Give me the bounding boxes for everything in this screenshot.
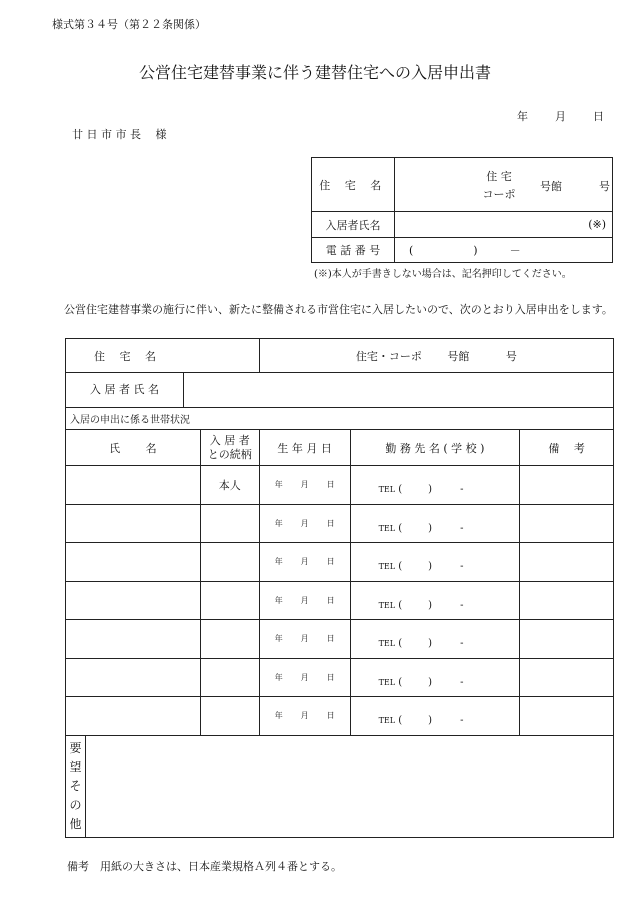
- main-housing-field[interactable]: [259, 339, 613, 373]
- member-row: [66, 620, 614, 659]
- birth-year: 年: [274, 518, 283, 528]
- phone-dash: －: [509, 244, 521, 257]
- member-work-cell[interactable]: [350, 543, 520, 582]
- housing-type-top: 住 宅: [486, 170, 512, 183]
- tel-dash: -: [460, 561, 464, 573]
- tel-dash: -: [460, 484, 464, 496]
- member-remarks-cell[interactable]: [520, 466, 614, 505]
- tel-close: ): [428, 638, 433, 650]
- applicant-name-field[interactable]: [395, 212, 613, 238]
- birth-month: 月: [300, 480, 309, 490]
- member-name-cell[interactable]: [66, 466, 201, 505]
- main-occupant-label: 入 居 者 氏 名: [66, 373, 184, 407]
- member-birth-cell[interactable]: [259, 697, 350, 736]
- tel-open: (: [398, 522, 403, 534]
- form-number: 様式第３４号（第２２条関係）: [52, 18, 206, 31]
- birth-month: 月: [300, 557, 309, 567]
- birth-month: 月: [300, 634, 309, 644]
- tel-label: TEL: [378, 639, 396, 649]
- member-relation-cell[interactable]: [200, 581, 259, 620]
- date-line: [517, 108, 617, 124]
- birth-day: 日: [326, 711, 335, 721]
- member-remarks-cell[interactable]: [520, 658, 614, 697]
- member-name-cell[interactable]: [66, 504, 201, 543]
- applicant-housing-field[interactable]: [395, 158, 613, 212]
- birth-year: 年: [274, 634, 283, 644]
- tel-dash: -: [460, 599, 464, 611]
- applicant-phone-field[interactable]: [395, 238, 613, 263]
- seal-mark: (※): [588, 218, 606, 231]
- applicant-name-label: 入居者氏名: [312, 212, 395, 238]
- birth-day: 日: [326, 672, 335, 682]
- applicant-box: [311, 157, 613, 263]
- member-row: [66, 658, 614, 697]
- member-name-cell[interactable]: [66, 581, 201, 620]
- birth-year: 年: [274, 672, 283, 682]
- applicant-phone-label: 電 話 番 号: [312, 238, 395, 263]
- tel-dash: -: [460, 676, 464, 688]
- tel-open: (: [398, 715, 403, 727]
- member-name-cell[interactable]: [66, 658, 201, 697]
- member-birth-cell[interactable]: [259, 620, 350, 659]
- member-remarks-cell[interactable]: [520, 697, 614, 736]
- tel-open: (: [398, 638, 403, 650]
- tel-open: (: [398, 599, 403, 611]
- birth-day: 日: [326, 518, 335, 528]
- main-table: [65, 338, 614, 838]
- header-name: 氏 名: [66, 430, 201, 466]
- tel-close: ): [428, 599, 433, 611]
- request-row[interactable]: [66, 735, 614, 837]
- birth-month: 月: [300, 518, 309, 528]
- date-month: 月: [555, 110, 566, 123]
- member-work-cell[interactable]: [350, 620, 520, 659]
- header-remarks: 備 考: [520, 430, 614, 466]
- footer-note: 備考 用紙の大きさは、日本産業規格Ａ列４番とする。: [67, 860, 342, 873]
- tel-dash: -: [460, 638, 464, 650]
- member-row: [66, 581, 614, 620]
- birth-day: 日: [326, 634, 335, 644]
- member-birth-cell[interactable]: [259, 581, 350, 620]
- member-relation-cell[interactable]: [200, 543, 259, 582]
- tel-label: TEL: [378, 562, 396, 572]
- seal-note: (※)本人が手書きしない場合は、記名押印してください。: [314, 269, 572, 280]
- birth-day: 日: [326, 595, 335, 605]
- tel-close: ): [428, 715, 433, 727]
- header-birth: 生 年 月 日: [259, 430, 350, 466]
- request-label: 要 望 そ の 他: [66, 736, 86, 837]
- tel-open: (: [398, 676, 403, 688]
- tel-open: (: [398, 484, 403, 496]
- birth-day: 日: [326, 480, 335, 490]
- birth-day: 日: [326, 557, 335, 567]
- birth-month: 月: [300, 595, 309, 605]
- member-work-cell[interactable]: [350, 581, 520, 620]
- member-work-cell[interactable]: [350, 697, 520, 736]
- header-relation: 入 居 者 との続柄: [200, 430, 259, 466]
- member-remarks-cell[interactable]: [520, 543, 614, 582]
- header-work: 勤 務 先 名 ( 学 校 ): [350, 430, 520, 466]
- tel-label: TEL: [378, 523, 396, 533]
- birth-year: 年: [274, 480, 283, 490]
- tel-label: TEL: [378, 600, 396, 610]
- tel-dash: -: [460, 715, 464, 727]
- household-label: 入居の申出に係る世帯状況: [66, 408, 614, 430]
- phone-open: (: [409, 244, 414, 257]
- main-housing-label: 住 宅 名: [66, 339, 260, 373]
- relation-self: 本人: [218, 478, 241, 492]
- tel-open: (: [398, 561, 403, 573]
- member-row: [66, 466, 614, 505]
- member-relation-cell[interactable]: [200, 620, 259, 659]
- tel-close: ): [428, 561, 433, 573]
- member-remarks-cell[interactable]: [520, 504, 614, 543]
- member-work-cell[interactable]: [350, 658, 520, 697]
- main-housing-value: 住宅・コーポ 号館 号: [355, 349, 517, 363]
- applicant-room: 号: [599, 180, 610, 193]
- housing-type-bottom: コーポ: [482, 188, 516, 201]
- member-relation-cell[interactable]: [200, 466, 259, 505]
- birth-month: 月: [300, 711, 309, 721]
- tel-dash: -: [460, 522, 464, 534]
- member-relation-cell[interactable]: [200, 697, 259, 736]
- member-row: [66, 504, 614, 543]
- member-birth-cell[interactable]: [259, 504, 350, 543]
- member-birth-cell[interactable]: [259, 543, 350, 582]
- member-birth-cell[interactable]: [259, 658, 350, 697]
- birth-year: 年: [274, 557, 283, 567]
- page-title: 公営住宅建替事業に伴う建替住宅への入居申出書: [138, 63, 491, 82]
- member-name-cell[interactable]: [66, 543, 201, 582]
- main-occupant-row[interactable]: [66, 373, 614, 408]
- member-name-cell[interactable]: [66, 620, 201, 659]
- addressee: 廿 日 市 市 長 様: [72, 128, 167, 141]
- member-relation-cell[interactable]: [200, 658, 259, 697]
- member-row: [66, 543, 614, 582]
- tel-label: TEL: [378, 485, 396, 495]
- member-work-cell[interactable]: [350, 466, 520, 505]
- member-remarks-cell[interactable]: [520, 581, 614, 620]
- applicant-housing-label: 住 宅 名: [312, 158, 395, 212]
- birth-month: 月: [300, 672, 309, 682]
- tel-close: ): [428, 484, 433, 496]
- tel-close: ): [428, 522, 433, 534]
- member-name-cell[interactable]: [66, 697, 201, 736]
- member-work-cell[interactable]: [350, 504, 520, 543]
- tel-label: TEL: [378, 677, 396, 687]
- tel-label: TEL: [378, 716, 396, 726]
- member-remarks-cell[interactable]: [520, 620, 614, 659]
- date-year: 年: [517, 110, 528, 123]
- birth-year: 年: [274, 595, 283, 605]
- phone-close: ): [473, 244, 478, 257]
- member-relation-cell[interactable]: [200, 504, 259, 543]
- intro-text: 公営住宅建替事業の施行に伴い、新たに整備される市営住宅に入居したいので、次のとおり入居申出をします。: [64, 303, 613, 316]
- member-row: [66, 697, 614, 736]
- request-field[interactable]: [86, 736, 613, 837]
- date-day: 日: [593, 110, 604, 123]
- tel-close: ): [428, 676, 433, 688]
- applicant-building: 号館: [540, 180, 562, 193]
- member-birth-cell[interactable]: [259, 466, 350, 505]
- birth-year: 年: [274, 711, 283, 721]
